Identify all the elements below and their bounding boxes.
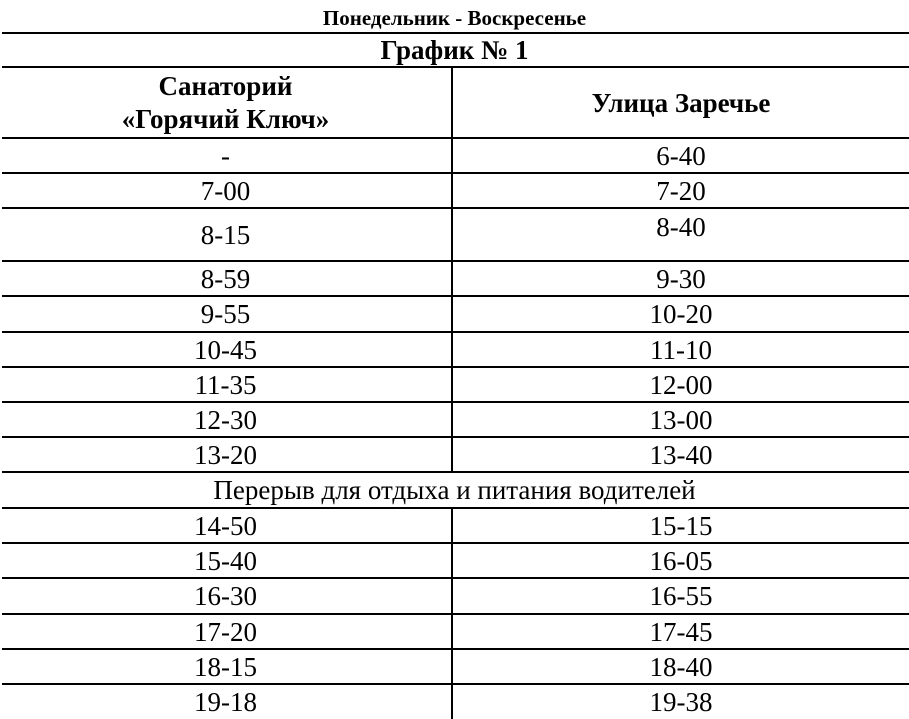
column-divider bbox=[451, 508, 453, 719]
table-cell: 11-10 bbox=[650, 334, 712, 365]
days-label: Понедельник - Воскресенье bbox=[322, 5, 587, 30]
column-header-zarechye: Улица Заречье bbox=[591, 87, 771, 118]
table-cell: 13-40 bbox=[649, 439, 713, 470]
table-cell: 8-15 bbox=[200, 219, 251, 250]
column-divider bbox=[451, 67, 453, 472]
schedule-title: График № 1 bbox=[380, 34, 529, 65]
table-cell: 8-59 bbox=[200, 263, 251, 294]
table-cell: 14-50 bbox=[194, 510, 257, 541]
table-cell: 16-05 bbox=[649, 545, 713, 576]
table-cell: 18-40 bbox=[649, 651, 713, 682]
column-header-line: Санаторий bbox=[158, 71, 293, 101]
table-cell: 13-00 bbox=[649, 404, 713, 435]
table-cell: 7-00 bbox=[200, 175, 251, 206]
table-cell: 17-20 bbox=[194, 616, 257, 647]
column-header-sanatorium bbox=[0, 68, 451, 138]
table-cell: 12-30 bbox=[194, 404, 257, 435]
break-notice: Перерыв для отдыха и питания водителей bbox=[213, 474, 696, 505]
table-cell: 11-35 bbox=[194, 369, 257, 400]
table-cell: 19-18 bbox=[194, 686, 257, 717]
table-cell: 9-55 bbox=[200, 298, 251, 329]
table-cell: 7-20 bbox=[656, 175, 706, 206]
table-cell: - bbox=[221, 140, 230, 171]
table-cell: 19-38 bbox=[649, 686, 713, 717]
table-cell: 16-55 bbox=[649, 580, 713, 611]
table-cell: 13-20 bbox=[194, 439, 257, 470]
table-cell: 16-30 bbox=[194, 580, 257, 611]
table-cell: 15-15 bbox=[649, 510, 713, 541]
table-cell: 8-40 bbox=[656, 211, 706, 242]
table-cell: 18-15 bbox=[194, 651, 257, 682]
table-cell: 12-00 bbox=[649, 369, 713, 400]
table-cell: 9-30 bbox=[656, 263, 706, 294]
table-cell: 15-40 bbox=[194, 545, 257, 576]
table-cell: 6-40 bbox=[656, 140, 706, 171]
column-header-line: «Горячий Ключ» bbox=[121, 104, 330, 134]
table-cell: 10-20 bbox=[649, 298, 713, 329]
table-cell: 10-45 bbox=[194, 334, 257, 365]
table-cell: 17-45 bbox=[649, 616, 713, 647]
